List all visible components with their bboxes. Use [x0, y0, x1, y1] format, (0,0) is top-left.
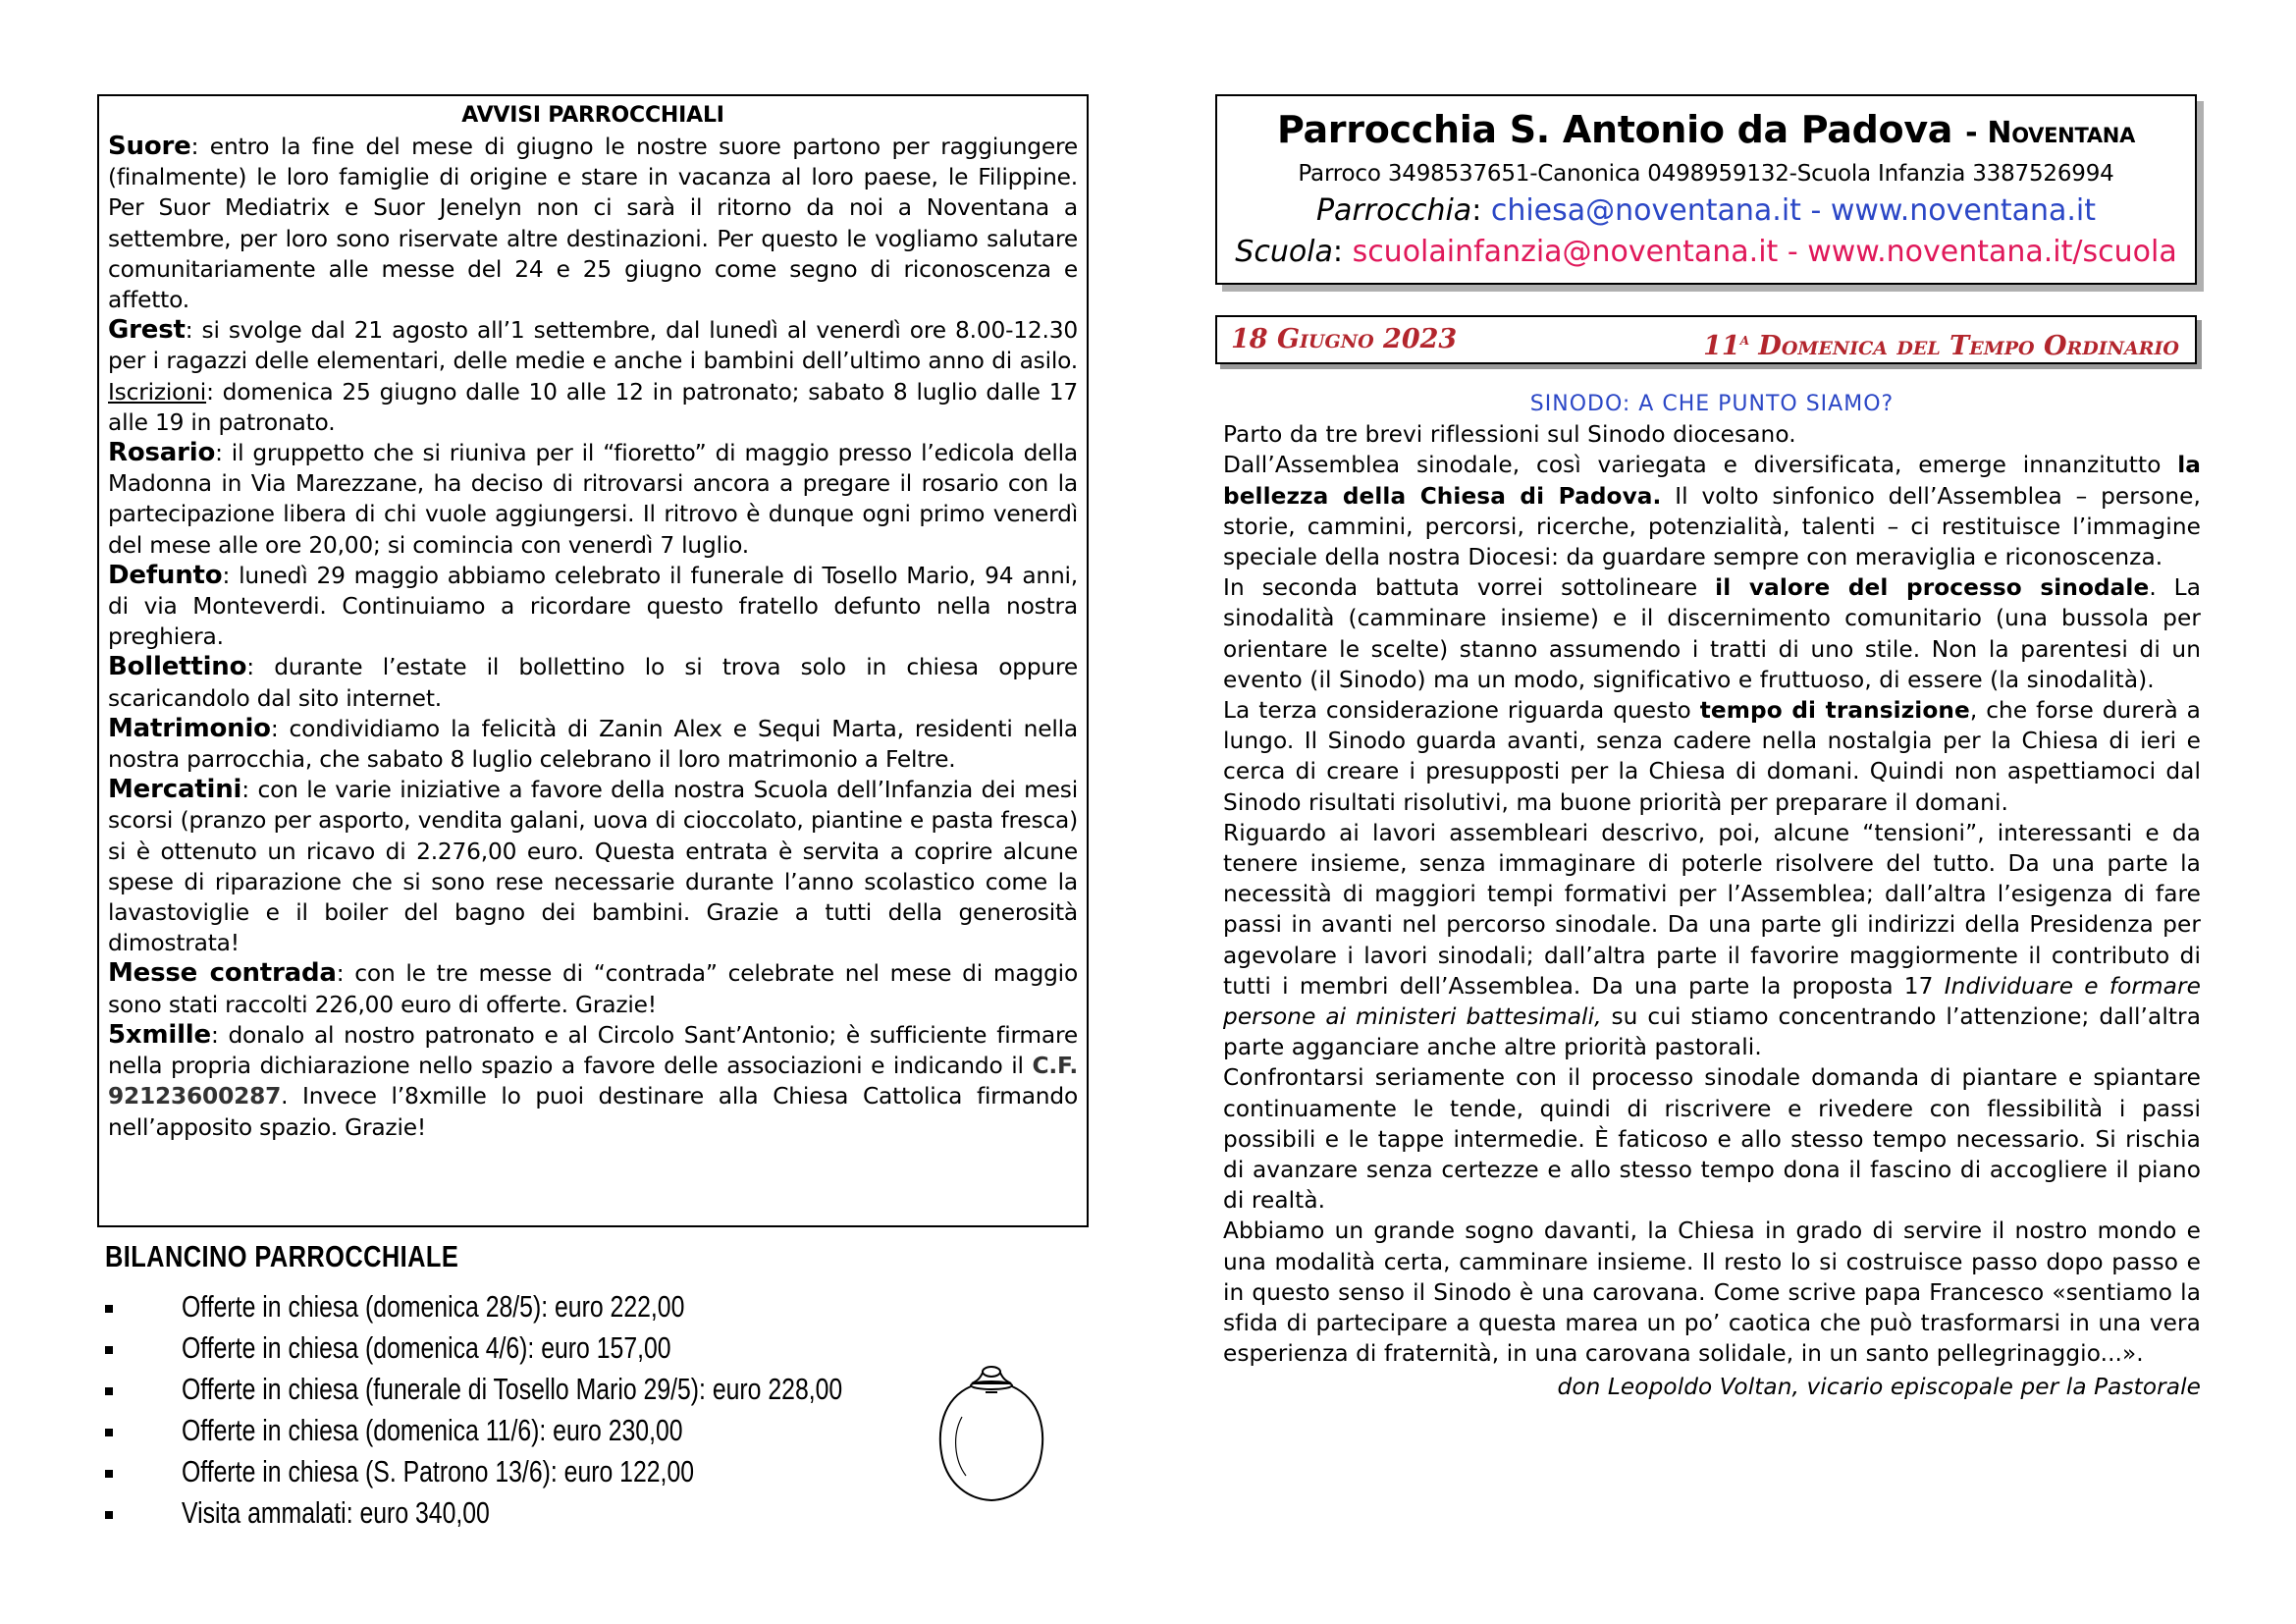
avviso-text: : il gruppetto che si riuniva per il “fioretto” di maggio presso l’edicola della Madonna in Via Marezzane, ha deciso di ritrovarsi ancora a pregare il rosario con la partecipazione libera di chi vuole aggiungersi. Il ritrovo è dunque ogni primo venerdì del mese alle ore 20,00; si comincia con venerdì 7 luglio. — [108, 440, 1078, 559]
parish-place: - Noventana — [1965, 116, 2136, 150]
avviso-text: : entro la fine del mese di giugno le nostre suore partono per raggiungere (finalmente) le loro famiglie di origine e stare in vacanza al loro paese, le Filippine. Per Suor Mediatrix e Suor Jenelyn non ci sarà il ritorno da noi a Noventana a settembre, per loro sono riservate altre destinazioni. Per questo le vogliamo salutare comunitariamente alle messe del 24 e 25 giugno come segno di riconoscenza e affetto. — [108, 134, 1078, 314]
avvisi-box — [97, 94, 1089, 1227]
paragraph-text: La terza considerazione riguarda questo — [1223, 697, 1700, 725]
list-item-text: Offerte in chiesa (domenica 28/5): euro 222,00 — [182, 1289, 685, 1324]
article-paragraph: Abbiamo un grande sogno davanti, la Chiesa in grado di servire il nostro mondo e una modalità certa, camminare insieme. Il resto lo si costruisce passo dopo passo e in questo senso il Sinodo è una carovana. Come scrive papa Francesco «sentiamo la sfida di partecipare a questa marea un po’ caotica che può trasformarsi in una vera esperienza di fraternità, in una carovana solidale, in un santo pellegrinaggio...». — [1223, 1218, 2201, 1368]
article-paragraph — [1223, 572, 2201, 695]
paragraph-text: In seconda battuta vorrei sottolineare — [1223, 574, 1716, 602]
list-item-text: Offerte in chiesa (domenica 4/6): euro 157,00 — [182, 1330, 671, 1365]
paragraph-text: Dall’Assemblea sinodale, così variegata e diversificata, emerge innanzitutto — [1223, 452, 2178, 479]
avviso-text: : durante l’estate il bollettino lo si trova solo in chiesa oppure scaricandolo dal sito internet. — [108, 654, 1078, 712]
issue-date: 18 Giugno 2023 — [1231, 324, 1458, 354]
avviso-text-2: . Invece l’8xmille lo puoi destinare alla Chiesa Cattolica firmando nell’apposito spazio. Grazie! — [108, 1083, 1078, 1141]
list-item — [105, 1286, 1087, 1327]
separator: - — [1800, 193, 1831, 228]
sunday-ordinal: a — [1739, 330, 1750, 350]
avviso-5xmille — [108, 1020, 1078, 1143]
bilancino-title: BILANCINO PARROCCHIALE — [105, 1239, 459, 1273]
avviso-mercatini — [108, 775, 1078, 958]
avviso-text: : con le tre messe di “contrada” celebrate nel mese di maggio sono stati raccolti 226,00 euro di offerte. Grazie! — [108, 960, 1078, 1018]
avviso-grest — [108, 315, 1078, 438]
avvisi-title: AVVISI PARROCCHIALI — [461, 103, 724, 128]
parrocchia-contacts: Parrocchia: chiesa@noventana.it - www.noventana.it — [1315, 193, 2097, 228]
avviso-text: : si svolge dal 21 agosto all’1 settembre, dal lunedì al venerdì ore 8.00-12.30 per i ragazzi delle elementari, delle medie e anche i bambini dell’ultimo anno di asilo. — [108, 317, 1078, 375]
avviso-text: : condividiamo la felicità di Zanin Alex e Sequi Marta, residenti nella nostra parrocchia, che sabato 8 luglio celebrano il loro matrimonio a Feltre. — [108, 715, 1078, 774]
avviso-rosario — [108, 438, 1078, 561]
paragraph-text: , che forse durerà a lungo. Il Sinodo guarda avanti, senza cadere nella nostalgia per la Chiesa di ieri e cerca di creare i presupposti per la Chiesa di domani. Quindi non aspettiamoci dal Sinodo risultati risolutivi, ma buone priorità per preparare il domani. — [1223, 697, 2201, 816]
scuola-label: Scuola — [1235, 235, 1333, 269]
phone-contacts: Parroco 3498537651-Canonica 0498959132-Scuola Infanzia 3387526994 — [1298, 161, 2114, 187]
avviso-underlined: Iscrizioni — [108, 378, 207, 406]
paragraph-bold: tempo di transizione — [1699, 697, 1970, 725]
separator: - — [1778, 235, 1808, 269]
scuola-email-link[interactable]: scuolainfanzia@noventana.it — [1352, 235, 1779, 269]
article-signature: don Leopoldo Voltan, vicario episcopale per la Pastorale — [1557, 1373, 2201, 1400]
article-paragraph — [1223, 695, 2201, 818]
avviso-defunto — [108, 561, 1078, 653]
avviso-messe-contrada — [108, 958, 1078, 1019]
paragraph-italic: Individuare e formare persone ai ministeri battesimali, — [1223, 972, 2201, 1031]
avviso-text: : lunedì 29 maggio abbiamo celebrato il funerale di Tosello Mario, 94 anni, di via Monteverdi. Continuiamo a ricordare questo fratello defunto nella nostra preghiera. — [108, 562, 1078, 651]
list-item-text: Offerte in chiesa (S. Patrono 13/6): euro 122,00 — [182, 1454, 695, 1489]
paragraph-text: Il volto sinfonico dell’Assemblea – persone, storie, cammini, percorsi, ricerche, potenzialità, talenti – ci restituisce l’immagine speciale della nostra Diocesi: da guardare sempre con meraviglia e riconoscenza. — [1223, 482, 2201, 571]
article-paragraph: Confrontarsi seriamente con il processo sinodale domanda di piantare e spiantare continuamente le tende, quindi di riscrivere e rivedere con flessibilità i passi possibili e le tappe intermedie. È faticoso e allo stesso tempo necessario. Si rischia di avanzare senza certezze e allo stesso tempo dona il fascino di accogliere il piano di realtà. — [1223, 1064, 2201, 1215]
article-paragraph: Parto da tre brevi riflessioni sul Sinodo diocesano. — [1223, 421, 1796, 449]
avviso-term: Rosario — [108, 438, 216, 468]
sunday-text: Domenica del Tempo Ordinario — [1749, 331, 2179, 361]
avviso-suore — [108, 132, 1078, 315]
scuola-site-link[interactable]: www.noventana.it/scuola — [1807, 235, 2177, 269]
avviso-text-2: : domenica 25 giugno dalle 10 alle 12 in patronato; sabato 8 luglio dalle 17 alle 19 in patronato. — [108, 378, 1078, 436]
avviso-text: : con le varie iniziative a favore della nostra Scuola dell’Infanzia dei mesi scorsi (pranzo per asporto, vendita galani, uova di cioccolato, piantine e pasta fresca) si è ottenuto un ricavo di 2.276,00 euro. Questa entrata è servita a coprire alcune spese di riparazione che si sono rese necessarie durante l’anno scolastico come la lavastoviglie e il boiler del bagno dei bambini. Grazie a tutti della generosità dimostrata! — [108, 777, 1078, 957]
avviso-term: Defunto — [108, 560, 223, 590]
list-item-text: Offerte in chiesa (domenica 11/6): euro 230,00 — [182, 1413, 683, 1447]
paragraph-text: su cui stiamo concentrando l’attenzione; dall’altra parte agganciare anche altre priorità pastorali. — [1223, 1003, 2201, 1061]
parish-header — [1215, 94, 2197, 285]
paragraph-bold: la bellezza della Chiesa di Padova. — [1223, 452, 2201, 510]
article-title: SINODO: A CHE PUNTO SIAMO? — [1529, 392, 1895, 416]
avviso-term: Mercatini — [108, 775, 242, 805]
avviso-matrimonio — [108, 714, 1078, 775]
avviso-text: : donalo al nostro patronato e al Circolo Sant’Antonio; è sufficiente firmare nella propria dichiarazione nello spazio a favore delle associazioni e indicando il — [108, 1021, 1078, 1080]
paragraph-bold: il valore del processo sinodale — [1715, 574, 2150, 602]
paragraph-text: Riguardo ai lavori assembleari descrivo, poi, alcune “tensioni”, interessanti e da tenere insieme, senza immaginare di poterle risolvere del tutto. Da una parte la necessità di maggiori tempi formativi per l’Assemblea; dall’altra l’esigenza di fare passi in avanti nel percorso sinodale. Da una parte gli indirizzi della Presidenza per agevolare i lavori sinodali; dall’altra parte il favorire maggiormente il contributo di tutti i membri dell’Assemblea. Da una parte la proposta 17 — [1223, 819, 2201, 1000]
liturgical-sunday — [1703, 317, 2179, 369]
avviso-term: Suore — [108, 132, 191, 161]
parrocchia-site-link[interactable]: www.noventana.it — [1830, 193, 2097, 228]
date-bar — [1215, 315, 2197, 364]
sinodo-article — [1223, 389, 2201, 1402]
article-paragraph — [1223, 450, 2201, 572]
list-item-text: Visita ammalati: euro 340,00 — [182, 1495, 490, 1530]
paragraph-text: . La sinodalità (camminare insieme) e il discernimento comunitario (una bussola per orientare le scelte) stanno assumendo i tratti di uno stile. Non la parentesi di un evento (il Sinodo) ma un modo, significativo e fruttuoso, di essere (la sinodalità). — [1223, 574, 2202, 693]
article-paragraph — [1223, 818, 2201, 1063]
avviso-term: Matrimonio — [108, 713, 271, 743]
sunday-number: 11 — [1703, 331, 1740, 361]
offering-jar-icon — [933, 1360, 1050, 1507]
scuola-contacts: Scuola: scuolainfanzia@noventana.it - www.noventana.it/scuola — [1235, 235, 2177, 269]
avviso-term: 5xmille — [108, 1019, 211, 1050]
avviso-term: Messe contrada — [108, 958, 337, 989]
parish-title: Parrocchia S. Antonio da Padova — [1276, 108, 1953, 151]
avviso-term: Grest — [108, 315, 186, 346]
avviso-bollettino — [108, 652, 1078, 713]
avviso-term: Bollettino — [108, 652, 247, 682]
parrocchia-label: Parrocchia — [1315, 193, 1472, 228]
parrocchia-email-link[interactable]: chiesa@noventana.it — [1490, 193, 1801, 228]
codice-fiscale: C.F. 92123600287 — [108, 1053, 1078, 1110]
list-item-text: Offerte in chiesa (funerale di Tosello Mario 29/5): euro 228,00 — [182, 1372, 843, 1406]
parish-name — [1217, 106, 2195, 157]
